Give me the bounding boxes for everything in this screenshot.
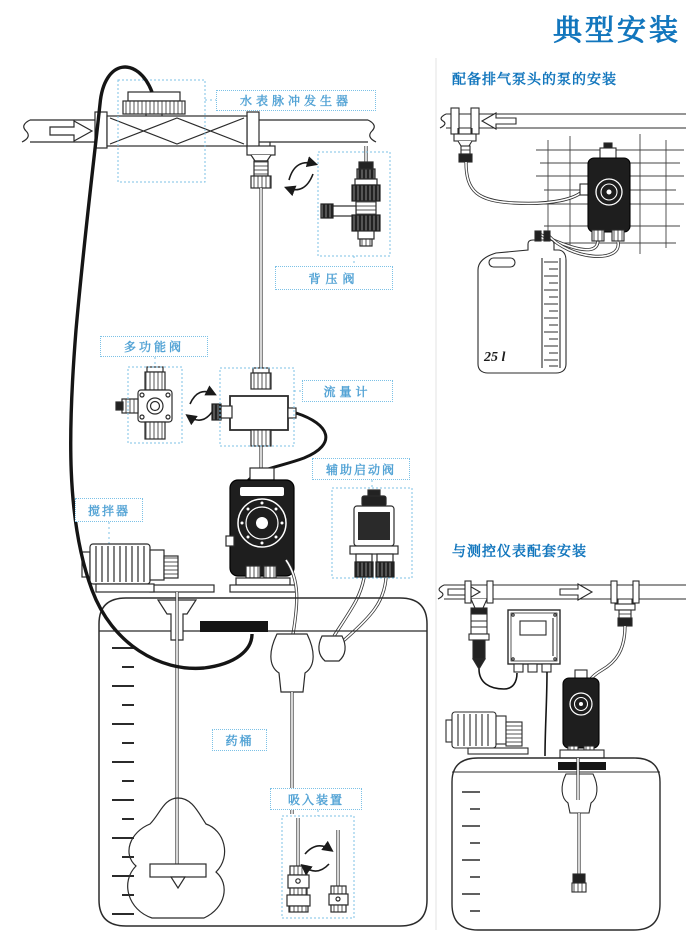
pump-mount-bar xyxy=(558,762,606,770)
dosing-pump xyxy=(580,143,630,241)
lid-fitting-bell xyxy=(319,636,345,661)
label-flow-meter: 流量计 xyxy=(302,380,393,402)
pump-mount-bar xyxy=(200,621,268,632)
injection-valve xyxy=(247,146,275,188)
dosing-pump xyxy=(560,670,604,758)
flow-arrow-right-icon xyxy=(448,584,480,600)
jerrycan-capacity-label: 25 l xyxy=(484,350,506,365)
agitator-motor xyxy=(446,712,528,754)
chemical-tank xyxy=(452,758,660,930)
dosing-pump xyxy=(226,468,296,592)
flow-arrow-left-icon xyxy=(482,113,516,129)
agitator-impeller xyxy=(128,592,225,918)
swap-arrows-icon xyxy=(287,163,315,190)
label-suction-device: 吸入装置 xyxy=(270,788,362,810)
degassing-pump-diagram xyxy=(440,108,686,373)
label-agitator: 搅拌器 xyxy=(75,498,143,522)
suction-bell xyxy=(271,634,313,692)
label-multifunction-valve: 多功能阀 xyxy=(100,336,208,357)
suction-device xyxy=(282,810,354,918)
auxiliary-start-valve xyxy=(332,480,412,578)
injection-valve xyxy=(587,599,635,690)
agitator-motor xyxy=(82,522,214,592)
label-water-meter-pulse-generator: 水表脉冲发生器 xyxy=(216,90,376,111)
swap-arrows-icon xyxy=(188,392,214,421)
label-back-pressure-valve: 背压阀 xyxy=(275,266,393,290)
back-pressure-valve xyxy=(318,146,390,266)
flow-arrow-right-icon xyxy=(560,584,592,600)
water-pipe xyxy=(440,108,686,134)
label-chemical-tank: 药桶 xyxy=(212,729,267,751)
heading-instrument-install: 与测控仪表配套安装 xyxy=(452,543,587,559)
tank-scale xyxy=(462,792,480,911)
injection-valve xyxy=(454,134,476,162)
multifunction-valve xyxy=(116,357,182,443)
flow-arrow-right-icon xyxy=(50,121,92,141)
chemical-tank xyxy=(99,598,427,926)
main-diagram-art xyxy=(22,67,427,926)
instrument-diagram xyxy=(438,581,686,930)
page-title: 典型安装 xyxy=(552,15,681,47)
heading-degassing-pump-install: 配备排气泵头的泵的安装 xyxy=(452,71,617,87)
label-aux-start-valve: 辅助启动阀 xyxy=(312,458,410,480)
